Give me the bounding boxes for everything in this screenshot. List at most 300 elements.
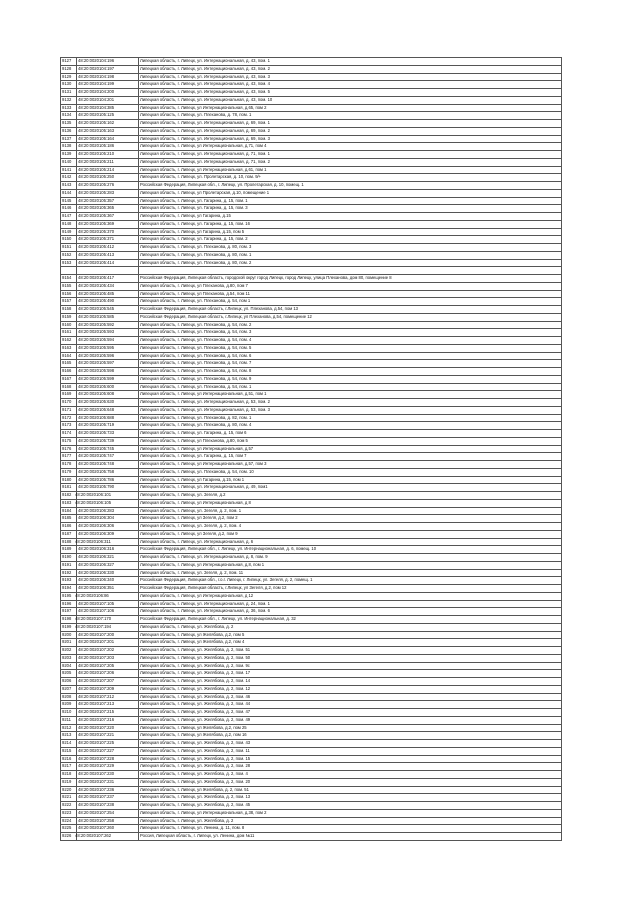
- cadastral-number: 48:20:0020107:229: [77, 763, 139, 771]
- table-row: [61, 213, 562, 221]
- cadastral-number: 48:20:0020105:164: [77, 135, 139, 143]
- table-row: [61, 755, 562, 763]
- table-row: [61, 321, 562, 329]
- address: Россия, Липецкая область, г. Липецк, ул. Ленина, дом №11: [139, 833, 562, 841]
- row-number: 9225: [61, 825, 77, 833]
- address: Липецкая область, г. Липецк, ул. Интернациональная, д. 43, пом. 1: [139, 58, 562, 66]
- address: Липецкая область, г. Липецк, ул. Плеханова, д. 54, пом. 5: [139, 344, 562, 352]
- address: Липецкая область, г. Липецк, ул. Интернациональная, д. 43, пом. 3: [139, 73, 562, 81]
- cadastral-number: 48:20:0020105:283: [77, 189, 139, 197]
- row-number: 9145: [61, 197, 77, 205]
- row-number: 9170: [61, 399, 77, 407]
- cadastral-number: 48:20:0020106:330: [77, 569, 139, 577]
- table-row: [61, 476, 562, 484]
- cadastral-number: 48:20:0020104:385: [77, 104, 139, 112]
- table-row: [61, 561, 562, 569]
- cadastral-number: 48:20:0020105:648: [77, 406, 139, 414]
- row-number: 9168: [61, 383, 77, 391]
- table-row: [61, 585, 562, 593]
- row-number: 9216: [61, 755, 77, 763]
- row-number: 9213: [61, 732, 77, 740]
- cadastral-number: 48:20:0020105:597: [77, 360, 139, 368]
- address: Липецкая область, г. Липецк, ул. Плеханова, д. 54, пом 1: [139, 298, 562, 306]
- cadastral-number: 48:20:0020104:197: [77, 65, 139, 73]
- row-number: 9223: [61, 809, 77, 817]
- table-row: [61, 732, 562, 740]
- table-row: [61, 747, 562, 755]
- address: Липецкая область, г. Липецк, ул. Желябова, д. 2, пом. 12: [139, 685, 562, 693]
- table-row: [61, 127, 562, 135]
- cadastral-number: 48:20:0020107:236: [77, 786, 139, 794]
- table-row: [61, 592, 562, 600]
- row-number: 9154: [61, 275, 77, 283]
- cadastral-number: [77, 267, 139, 275]
- table-row: [61, 825, 562, 833]
- table-row: [61, 445, 562, 453]
- address: Липецкая область, г. Липецк, ул. Желябова, д. 2, пом. 28: [139, 763, 562, 771]
- cadastral-number: 48:20:0020107:203: [77, 654, 139, 662]
- address: Липецкая область, г. Липецк, ул. Ленина, д. 11, пом. 8: [139, 825, 562, 833]
- cadastral-number: 48:20:0020105:545: [77, 306, 139, 314]
- table-row: [61, 701, 562, 709]
- table-row: [61, 786, 562, 794]
- address: Липецкая область, г. Липецк, ул Желябова, д.2, пом 4: [139, 639, 562, 647]
- row-number: 9141: [61, 166, 77, 174]
- table-row: [61, 530, 562, 538]
- table-row: [61, 647, 562, 655]
- address: Липецкая область, г. Липецк, ул. Гагарина, д. 15, пом 7: [139, 453, 562, 461]
- address: Липецкая область, г. Липецк, ул. Желябова, д. 2, пом. 13: [139, 794, 562, 802]
- address: Липецкая область, г. Липецк, ул. Плеханова, д. 54, пом. 9: [139, 375, 562, 383]
- row-number: 9143: [61, 182, 77, 190]
- table-row: [61, 763, 562, 771]
- address: Липецкая область, г. Липецк, ул Пролетарская, д.10, помещение 1: [139, 189, 562, 197]
- address: Липецкая область, г. Липецк, ул Интернациональная, д 12: [139, 592, 562, 600]
- row-number: 9204: [61, 662, 77, 670]
- row-number: 9152: [61, 251, 77, 259]
- address: Липецкая область, г. Липецк, ул. Желябова, д. 2, пом. 51: [139, 647, 562, 655]
- row-number: 9196: [61, 600, 77, 608]
- table-row: [61, 693, 562, 701]
- row-number: 9184: [61, 507, 77, 515]
- address: Липецкая область, г. Липецк, ул. Зегеля, д. 2, пом. 1: [139, 507, 562, 515]
- address: Российская Федерация, Липецкая обл., г. Липецк, ул. Интернациональная, д. 32: [139, 616, 562, 624]
- address: Липецкая область, г. Липецк, ул. Желябова, д. 2, пом. 50: [139, 654, 562, 662]
- cadastral-number: 48:20:0020107:258: [77, 817, 139, 825]
- table-row: [61, 554, 562, 562]
- table-row: [61, 375, 562, 383]
- cadastral-number: 48:20:0020106:283: [77, 507, 139, 515]
- cadastral-number: 48:20:0020104:201: [77, 96, 139, 104]
- address: Липецкая область, г. Липецк, ул Желябова, д. 2, пом. 51: [139, 786, 562, 794]
- row-number: 9167: [61, 375, 77, 383]
- cadastral-number: 48:20:0020106:340: [77, 577, 139, 585]
- cadastral-number-shifted: 48:20:0020106:311: [75, 538, 111, 544]
- cadastral-number: 48:20:0020105:276: [77, 182, 139, 190]
- cadastral-number: 48:20:0020105:162: [77, 120, 139, 128]
- table-row: [61, 259, 562, 267]
- table-row: [61, 368, 562, 376]
- address: [139, 267, 562, 275]
- cadastral-number-shifted: 48:20:0020107:262: [75, 833, 112, 838]
- row-number: 9138: [61, 143, 77, 151]
- table-row: [61, 282, 562, 290]
- cadastral-number: 48:20:0020105:600: [77, 383, 139, 391]
- row-number: 9176: [61, 445, 77, 453]
- address: Липецкая область, г. Липецк, ул Желябова, д.2, пом 16: [139, 732, 562, 740]
- address: Липецкая область, г. Липецк, ул. Желябова, д. 2, пом. 14: [139, 678, 562, 686]
- table-row: [61, 112, 562, 120]
- address: Липецкая область, г. Липецк, ул. Интернациональная, д. 43, пом. 4: [139, 81, 562, 89]
- row-number: 9149: [61, 228, 77, 236]
- cadastral-number: 48:20:0020107:225: [77, 740, 139, 748]
- cadastral-number: 48:20:0020107:209: [77, 685, 139, 693]
- address: Липецкая область, г. Липецк, ул. Плеханова, д. 54, пом. 6: [139, 352, 562, 360]
- address: Липецкая область, г. Липецк, ул. Интернациональная, д. 53, пом. 2: [139, 399, 562, 407]
- table-row: [61, 430, 562, 438]
- table-row: [61, 600, 562, 608]
- cadastral-number: 48:20:0020105:592: [77, 321, 139, 329]
- table-row: [61, 360, 562, 368]
- cadastral-number: 48:20:0020107:202: [77, 647, 139, 655]
- row-number: 9199 48:20:0020107:194: [61, 623, 77, 631]
- row-number: 9214: [61, 740, 77, 748]
- cadastral-number: 48:20:0020105:688: [77, 414, 139, 422]
- cadastral-number: 48:20:0020107:221: [77, 732, 139, 740]
- cadastral-number: 48:20:0020105:214: [77, 166, 139, 174]
- row-number: 9194: [61, 585, 77, 593]
- row-number: 9156: [61, 290, 77, 298]
- row-number: 9219: [61, 778, 77, 786]
- cadastral-number: 48:20:0020105:786: [77, 476, 139, 484]
- address: Липецкая область, г. Липецк, ул. Плеханова, д. 54, пом. 4: [139, 337, 562, 345]
- cadastral-number: 48:20:0020107:200: [77, 631, 139, 639]
- address: Липецкая область, г. Липецк, ул Гагарина, д.15: [139, 213, 562, 221]
- address: Липецкая область, г. Липецк, ул. Плеханова, д. 80, пом. 4: [139, 422, 562, 430]
- address: Липецкая область, г. Липецк, ул. Плеханова, д. 54, пом. 7: [139, 360, 562, 368]
- table-row: [61, 492, 562, 500]
- row-number: 9221: [61, 794, 77, 802]
- cadastral-number: 48:20:0020105:739: [77, 437, 139, 445]
- row-number: 9212: [61, 724, 77, 732]
- address: Липецкая область, г. Липецк, ул Зегеля, д.2, пом 9: [139, 530, 562, 538]
- address: Липецкая область, г. Липецк, ул. Пролетарская, д. 10, пом. 9/+: [139, 174, 562, 182]
- table-row: [61, 81, 562, 89]
- address: Липецкая область, г. Липецк, ул. Гагарина, д. 15, пом. 2: [139, 236, 562, 244]
- table-row: [61, 205, 562, 213]
- row-number: 9209: [61, 701, 77, 709]
- table-row: [61, 678, 562, 686]
- row-number: 9134: [61, 112, 77, 120]
- row-number: 9142: [61, 174, 77, 182]
- table-row: [61, 422, 562, 430]
- cadastral-number: 48:20:0020105:371: [77, 236, 139, 244]
- address: Липецкая область, г. Липецк, ул Желябова, д.2, пом 5: [139, 631, 562, 639]
- table-row: [61, 344, 562, 352]
- cadastral-number: 48:20:0020105:599: [77, 375, 139, 383]
- table-row: [61, 616, 562, 624]
- address: Липецкая область, г. Липецк, ул. Интернациональная, д. 71, пом. 2: [139, 158, 562, 166]
- row-number: 9148: [61, 220, 77, 228]
- cadastral-number: 48:20:0020105:369: [77, 220, 139, 228]
- cadastral-number-shifted: 48:20:0020107:194: [75, 623, 112, 629]
- row-number: 9139: [61, 151, 77, 159]
- address: Липецкая область, г. Липецк, ул. Желябова, д. 2, пом. 47: [139, 709, 562, 717]
- cadastral-number: 48:20:0020105:747: [77, 453, 139, 461]
- cadastral-number: 48:20:0020104:200: [77, 89, 139, 97]
- row-number: 9186: [61, 523, 77, 531]
- row-number: 9150: [61, 236, 77, 244]
- row-number: 9217: [61, 763, 77, 771]
- cadastral-number: 48:20:0020107:106: [77, 608, 139, 616]
- table-row: [61, 189, 562, 197]
- table-row: [61, 337, 562, 345]
- row-number: 9161: [61, 329, 77, 337]
- row-number: 9180: [61, 476, 77, 484]
- address: Липецкая область, г. Липецк, ул. Плеханова, д. 82, пом. 1: [139, 414, 562, 422]
- row-number: 9136: [61, 127, 77, 135]
- cadastral-number: 48:20:0020105:758: [77, 468, 139, 476]
- cadastral-number: 48:20:0020107:201: [77, 639, 139, 647]
- table-row: [61, 104, 562, 112]
- table-row: [61, 461, 562, 469]
- cadastral-number: 48:20:0020106:309: [77, 530, 139, 538]
- table-row: [61, 577, 562, 585]
- row-number: 9132: [61, 96, 77, 104]
- table-row: [61, 313, 562, 321]
- table-row: [61, 716, 562, 724]
- row-number: 9171: [61, 406, 77, 414]
- row-number: 9127: [61, 58, 77, 66]
- address: Липецкая область, г. Липецк, ул. Интернациональная, д. 69, пом. 3: [139, 135, 562, 143]
- address: Липецкая область, г. Липецк, ул Интернациональная, д.65, пом 2: [139, 104, 562, 112]
- address: Липецкая область, г. Липецк, ул. Интернациональная, д. 36, пом. 6: [139, 608, 562, 616]
- row-number: 9188 48:20:0020106:311: [61, 538, 77, 546]
- table-row: [61, 96, 562, 104]
- table-row: [61, 220, 562, 228]
- row-number: 9128: [61, 65, 77, 73]
- address: Липецкая область, г. Липецк, ул. Плеханова, д. 78, пом. 1: [139, 112, 562, 120]
- table-row: [61, 740, 562, 748]
- cadastral-number: 48:20:0020105:367: [77, 213, 139, 221]
- table-row: [61, 515, 562, 523]
- address: Липецкая область, г. Липецк, ул. Плеханова, д. 54, пом. 1: [139, 383, 562, 391]
- table-row: [61, 251, 562, 259]
- table-row: [61, 809, 562, 817]
- row-number: 9178: [61, 461, 77, 469]
- address: Липецкая область, г. Липецк, ул. Интернациональная, д. 49, пом1: [139, 484, 562, 492]
- table-row: [61, 468, 562, 476]
- cadastral-number: 48:20:0020107:212: [77, 693, 139, 701]
- table-row: [61, 306, 562, 314]
- address: Липецкая область, г. Липецк, ул. Интернациональная, д. 53, пом. 3: [139, 406, 562, 414]
- table-row: [61, 546, 562, 554]
- table-row: [61, 833, 562, 841]
- address: Липецкая область, г. Липецк, ул Гагарина, д.15, пом 1: [139, 476, 562, 484]
- register-sheet: [60, 57, 560, 841]
- table-row: [61, 507, 562, 515]
- address: Липецкая область, г. Липецк, ул. Желябова, д. 2, пом. 15: [139, 755, 562, 763]
- address: Липецкая область, г. Липецк, ул Плеханова, д.80, пом 7: [139, 282, 562, 290]
- address: Липецкая область, г. Липецк, ул. Плеханова, д. 80, пом. 1: [139, 251, 562, 259]
- table-row: [61, 414, 562, 422]
- cadastral-number: 48:20:0020105:594: [77, 337, 139, 345]
- table-row: [61, 794, 562, 802]
- address: Российская Федерация, Липецкая область, г.Липецк, ул. Плеханова, д.54, пом 13: [139, 306, 562, 314]
- address: Липецкая область, г. Липецк, ул Интернациональная, д.71, пом 4: [139, 143, 562, 151]
- cadastral-number: 48:20:0020107:228: [77, 755, 139, 763]
- table-row: [61, 654, 562, 662]
- row-number: 9163: [61, 344, 77, 352]
- row-number: 9183 48:20:0020106:105: [61, 499, 77, 507]
- address: Липецкая область, г. Липецк, ул Интернациональная, д.61, пом 1: [139, 166, 562, 174]
- cadastral-number: 48:20:0020107:237: [77, 794, 139, 802]
- row-number: 9215: [61, 747, 77, 755]
- cadastral-number: 48:20:0020107:105: [77, 600, 139, 608]
- address: Липецкая область, г. Липецк, ул. Желябова, д. 2, пом. 46: [139, 693, 562, 701]
- address: Липецкая область, г. Липецк, ул. Интернациональная, д. 24, пом. 1: [139, 600, 562, 608]
- row-number: 9218: [61, 771, 77, 779]
- row-number: 9226 48:20:0020107:262: [61, 833, 77, 841]
- cadastral-number: 48:20:0020107:213: [77, 701, 139, 709]
- row-number: 9193: [61, 577, 77, 585]
- address: Липецкая область, г. Липецк, ул. Плеханова, д. 80, пом. 2: [139, 259, 562, 267]
- cadastral-number: 48:20:0020106:321: [77, 554, 139, 562]
- table-row: [61, 197, 562, 205]
- cadastral-number: 48:20:0020105:593: [77, 329, 139, 337]
- table-row: [61, 267, 562, 275]
- row-number: 9182 48:20:0020106:101: [61, 492, 77, 500]
- cadastral-number: 48:20:0020104:196: [77, 58, 139, 66]
- address: Липецкая область, г. Липецк, ул. Зегеля, д.2: [139, 492, 562, 500]
- table-row: [61, 329, 562, 337]
- table-row: [61, 802, 562, 810]
- address: Липецкая область, г. Липецк, ул. Зегеля, д. 2, пом. 11: [139, 569, 562, 577]
- row-number: 9158: [61, 306, 77, 314]
- row-number: 9207: [61, 685, 77, 693]
- cadastral-number: 48:20:0020107:254: [77, 809, 139, 817]
- cadastral-number: 48:20:0020105:733: [77, 430, 139, 438]
- table-row: [61, 569, 562, 577]
- row-number: 9220: [61, 786, 77, 794]
- cadastral-number: 48:20:0020105:485: [77, 290, 139, 298]
- cadastral-number: 48:20:0020106:304: [77, 515, 139, 523]
- cadastral-number: 48:20:0020107:216: [77, 716, 139, 724]
- table-row: [61, 778, 562, 786]
- cadastral-number: 48:20:0020105:608: [77, 391, 139, 399]
- row-number: 9160: [61, 321, 77, 329]
- row-number: 9192: [61, 569, 77, 577]
- register-rows: [61, 58, 562, 841]
- row-number: 9185: [61, 515, 77, 523]
- table-row: [61, 771, 562, 779]
- address: Российская Федерация, Липецкая обл., г. Липецк, ул. Интернациональная, д. 6, помещ. 10: [139, 546, 562, 554]
- cadastral-number: 48:20:0020105:211: [77, 158, 139, 166]
- cadastral-number: 48:20:0020105:414: [77, 259, 139, 267]
- table-row: [61, 523, 562, 531]
- cadastral-number: 48:20:0020107:227: [77, 747, 139, 755]
- table-row: [61, 143, 562, 151]
- row-number: 9165: [61, 360, 77, 368]
- row-number: 9195 48:20:0020106:86: [61, 592, 77, 600]
- row-number: 9179: [61, 468, 77, 476]
- row-number: 9222: [61, 802, 77, 810]
- row-number: 9155: [61, 282, 77, 290]
- row-number: 9177: [61, 453, 77, 461]
- cadastral-number: 48:20:0020105:412: [77, 244, 139, 252]
- row-number: 9205: [61, 670, 77, 678]
- address: Липецкая область, г. Липецк, ул. Интернациональная, д. 43, пом. 5: [139, 89, 562, 97]
- table-row: [61, 437, 562, 445]
- cadastral-number: 48:20:0020107:215: [77, 709, 139, 717]
- row-number: 9175: [61, 437, 77, 445]
- table-row: [61, 166, 562, 174]
- row-number: 9130: [61, 81, 77, 89]
- address: Липецкая область, г. Липецк, ул. Гагарина, д. 15, пом. 3: [139, 205, 562, 213]
- table-row: [61, 120, 562, 128]
- cadastral-number: 48:20:0020105:596: [77, 352, 139, 360]
- row-number: 9166: [61, 368, 77, 376]
- row-number: 9173: [61, 422, 77, 430]
- cadastral-number: 48:20:0020105:719: [77, 422, 139, 430]
- address: Липецкая область, г. Липецк, ул. Интернациональная, д. 69, пом. 2: [139, 127, 562, 135]
- cadastral-number: 48:20:0020106:306: [77, 523, 139, 531]
- table-row: [61, 484, 562, 492]
- table-row: [61, 499, 562, 507]
- cadastral-number: 48:20:0020105:417: [77, 275, 139, 283]
- row-number: 9191: [61, 561, 77, 569]
- address: Липецкая область, г. Липецк, ул. Интернациональная, д. 43, пом. 2: [139, 65, 562, 73]
- table-row: [61, 244, 562, 252]
- row-number: 9137: [61, 135, 77, 143]
- address: Липецкая область, г. Липецк, ул. Интернациональная, д. 8, пом. 9: [139, 554, 562, 562]
- cadastral-number: 48:20:0020105:163: [77, 127, 139, 135]
- cadastral-number: 48:20:0020107:206: [77, 670, 139, 678]
- cadastral-number: 48:20:0020107:231: [77, 778, 139, 786]
- row-number: 9169: [61, 391, 77, 399]
- row-number: 9129: [61, 73, 77, 81]
- address: Липецкая область, г. Липецк, ул. Желябова, д. 2, пом. 17: [139, 670, 562, 678]
- table-row: [61, 662, 562, 670]
- row-number: 9151: [61, 244, 77, 252]
- table-row: [61, 352, 562, 360]
- table-row: [61, 453, 562, 461]
- table-row: [61, 89, 562, 97]
- cadastral-number: 48:20:0020107:238: [77, 802, 139, 810]
- table-row: [61, 670, 562, 678]
- cadastral-number: 48:20:0020105:748: [77, 461, 139, 469]
- table-row: [61, 724, 562, 732]
- row-number: 9147: [61, 213, 77, 221]
- address: Липецкая область, г. Липецк, ул. Интернациональная, д. 71, пом. 1: [139, 151, 562, 159]
- table-row: [61, 399, 562, 407]
- address: Липецкая область, г. Липецк, ул. Интернациональная, д. 69, пом. 1: [139, 120, 562, 128]
- row-number: 9181: [61, 484, 77, 492]
- cadastral-number: 48:20:0020107:207: [77, 678, 139, 686]
- address: Российская Федерация, Липецкая область, г.Липецк, ул Зегеля, д.2, пом 12: [139, 585, 562, 593]
- cadastral-number: 48:20:0020105:210: [77, 151, 139, 159]
- row-number: 9140: [61, 158, 77, 166]
- address: Липецкая область, г. Липецк, ул. Интернациональная, д. 6: [139, 538, 562, 546]
- row-number: 9190: [61, 554, 77, 562]
- table-row: [61, 608, 562, 616]
- cadastral-number: 48:20:0020105:598: [77, 368, 139, 376]
- cadastral-number: 48:20:0020105:630: [77, 399, 139, 407]
- address: Российская Федерация, Липецкая область, городской округ город Липецк, город Липецк, улица Плеханова, дом 80, помещение 8: [139, 275, 562, 283]
- row-number: 9144: [61, 189, 77, 197]
- table-row: [61, 151, 562, 159]
- cadastral-number: 48:20:0020104:199: [77, 81, 139, 89]
